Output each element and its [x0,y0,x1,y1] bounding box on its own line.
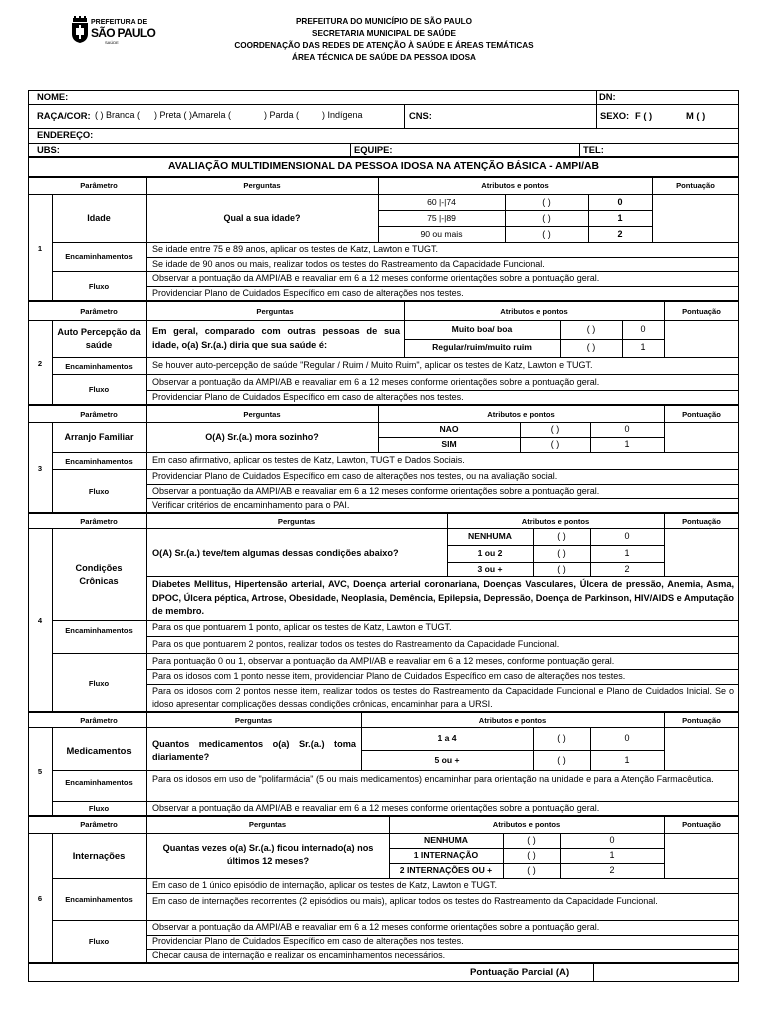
referral-text: Para os que pontuarem 2 pontos, realizar todos os testes do Rastreamento da Capacidade Funcional. [152,639,560,649]
attribute-label: SIM [441,439,457,449]
race-option-branca[interactable]: ( ) Branca ( [95,110,141,120]
flow-label: Fluxo [88,937,110,946]
score-field[interactable] [665,529,738,575]
attribute-label: 75 |-|89 [427,213,456,223]
flow-label: Fluxo [88,487,110,496]
attribute-points: 0 [624,531,630,541]
flow-text: Verificar critérios de encaminhamento para o PAI. [152,500,350,510]
attribute-checkbox[interactable]: ( ) [527,850,536,860]
flow-text: Observar a pontuação da AMPI/AB e reavaliar em 6 a 12 meses conforme orientações sobre a pontuação geral. [152,922,600,932]
sex-option-m[interactable]: M ( ) [686,110,706,121]
attribute-points: 1 [624,755,630,765]
referrals-label: Encaminhamentos [65,626,133,635]
attribute-label: 90 ou mais [420,229,463,239]
flow-text: Observar a pontuação da AMPI/AB e reavaliar em 6 a 12 meses conforme orientações sobre a pontuação geral. [152,377,600,387]
score-field[interactable] [653,195,738,241]
form-title: AVALIAÇÃO MULTIDIMENSIONAL DA PESSOA IDOSA NA ATENÇÃO BÁSICA - AMPI/AB [167,161,599,172]
attribute-label: NAO [439,424,459,434]
section-number: 1 [37,244,43,253]
attribute-points: 1 [640,342,646,352]
name-field-label: NOME: [37,91,69,102]
attribute-label: 1 a 4 [437,733,457,743]
flow-label: Fluxo [88,385,110,394]
attribute-label: NENHUMA [468,531,512,541]
attribute-points: 1 [624,439,630,449]
header-line-3: COORDENAÇÃO DAS REDES DE ATENÇÃO À SAÚDE E ÁREAS TEMÁTICAS [234,41,534,50]
chronic-conditions-list: Diabetes Mellitus, Hipertensão arterial, AVC, Doença arterial coronariana, Doenças Vasculares, Úlcera de pressão, Anemia, Asma, DPOC, Úlcera péptica, Artrose, Obesidade, Neoplasia, Demência, Epilepsia, Depressão, Doença de Parkinson, HIV/AIDS e Amputação de membro. [152,579,734,616]
parameter-label: Auto Percepção da saúde [57,327,141,350]
attribute-checkbox[interactable]: ( ) [557,531,566,541]
address-field-label: ENDEREÇO: [37,129,94,140]
cns-field[interactable] [438,106,593,126]
col-header-parameter: Parâmetro [80,410,118,419]
col-header-questions: Perguntas [248,820,287,829]
referral-text: Para os idosos em uso de "polifarmácia" (5 ou mais medicamentos) encaminhar para orientação na unidade e para a Atenção Farmacêutica. [152,774,714,784]
address-field[interactable] [96,129,736,142]
referrals-label: Encaminhamentos [65,457,133,466]
referrals-label: Encaminhamentos [65,895,133,904]
partial-score-field[interactable] [594,964,738,981]
attribute-points: 2 [624,564,630,574]
score-field[interactable] [665,728,738,769]
col-header-attributes: Atributos e pontos [481,181,549,190]
col-header-score: Pontuação [682,517,721,526]
referral-text: Em caso afirmativo, aplicar os testes de Katz, Lawton, TUGT e Dados Sociais. [152,455,465,465]
attribute-checkbox[interactable]: ( ) [550,439,560,449]
col-header-questions: Perguntas [243,410,281,419]
col-header-attributes: Atributos e pontos [492,820,561,829]
attribute-checkbox[interactable]: ( ) [527,835,536,845]
col-header-score: Pontuação [682,716,721,725]
referral-text: Para os que pontuarem 1 ponto, aplicar os testes de Katz, Lawton e TUGT. [152,622,452,632]
attribute-checkbox[interactable]: ( ) [542,213,551,223]
flow-label: Fluxo [88,804,110,813]
attribute-label: 1 INTERNAÇÃO [413,850,479,860]
section-number: 6 [37,894,43,903]
parameter-label: Idade [87,213,111,223]
partial-score-label: Pontuação Parcial (A) [470,967,570,978]
logo-line-1: PREFEITURA DE [91,19,148,26]
col-header-score: Pontuação [676,181,715,190]
flow-text: Providenciar Plano de Cuidados Específico em caso de alterações nos testes, ou na avaliação social. [152,471,558,481]
col-header-parameter: Parâmetro [80,820,118,829]
phone-field[interactable] [605,144,737,157]
attribute-points: 0 [609,835,615,845]
referrals-label: Encaminhamentos [65,778,133,787]
ubs-field[interactable] [62,144,347,157]
attribute-label: Regular/ruim/muito ruim [432,342,532,352]
attribute-points: 2 [609,865,615,875]
attribute-label: Muito boa/ boa [451,324,513,334]
col-header-attributes: Atributos e pontos [478,716,547,725]
logo-line-2: SÃO PAULO [91,26,156,40]
dob-field[interactable] [624,91,736,104]
ubs-field-label: UBS: [37,144,60,155]
attribute-points: 2 [617,229,623,239]
attribute-points: 0 [624,424,630,434]
attribute-label: 5 ou + [434,755,460,765]
document-header [0,0,768,88]
attribute-points: 1 [609,850,615,860]
attribute-checkbox[interactable]: ( ) [586,324,596,334]
col-header-questions: Perguntas [256,307,294,316]
attribute-points: 0 [617,197,623,207]
question-text: Quantos medicamentos o(a) Sr.(a.) toma diariamente? [152,739,356,762]
referral-text: Se houver auto-percepção de saúde "Regular / Ruim / Muito Ruim", aplicar os testes de Katz, Lawton e TUGT. [152,360,593,370]
flow-label: Fluxo [88,679,110,688]
section-number: 3 [37,464,43,473]
attribute-checkbox[interactable]: ( ) [550,424,560,434]
flow-text: Observar a pontuação da AMPI/AB e reavaliar em 6 a 12 meses conforme orientações sobre a pontuação geral. [152,803,600,813]
attribute-checkbox[interactable]: ( ) [542,197,551,207]
question-text: Em geral, comparado com outras pessoas de sua idade, o(a) Sr.(a.) diria que sua saúde é: [152,326,400,350]
header-line-1: PREFEITURA DO MUNICÍPIO DE SÃO PAULO [295,17,473,26]
flow-text: Observar a pontuação da AMPI/AB e reavaliar em 6 a 12 meses conforme orientações sobre a pontuação geral. [152,486,600,496]
question-text: O(A) Sr.(a.) mora sozinho? [205,432,319,442]
team-field[interactable] [400,144,576,157]
attribute-checkbox[interactable]: ( ) [586,342,596,352]
race-option-parda[interactable]: ) Parda ( [264,110,300,120]
col-header-score: Pontuação [682,410,721,419]
attribute-label: 60 |-|74 [427,197,456,207]
col-header-questions: Perguntas [277,517,316,526]
flow-text: Providenciar Plano de Cuidados Específico em caso de alterações nos testes. [152,288,464,298]
attribute-checkbox[interactable]: ( ) [557,733,566,743]
attribute-checkbox[interactable]: ( ) [557,564,566,574]
attribute-points: 1 [617,213,623,223]
col-header-score: Pontuação [682,820,721,829]
flow-text: Para os idosos com 2 pontos nesse item, realizar todos os testes do Rastreamento da Capacidade Funcional e Plano de Cuidados Inicial. Se o idoso apresentar complicações dessas condições crônicas, encaminhar para a URSI. [152,686,734,709]
attribute-points: 1 [624,548,630,558]
score-field[interactable] [665,834,738,877]
col-header-questions: Perguntas [234,716,273,725]
attribute-points: 0 [624,733,630,743]
score-field[interactable] [665,423,738,451]
col-header-score: Pontuação [682,307,721,316]
referral-text: Se idade entre 75 e 89 anos, aplicar os testes de Katz, Lawton e TUGT. [152,244,439,254]
col-header-parameter: Parâmetro [80,181,118,190]
flow-label: Fluxo [88,282,110,291]
referrals-label: Encaminhamentos [65,362,133,371]
attribute-label: 3 ou + [477,564,503,574]
attribute-checkbox[interactable]: ( ) [542,229,551,239]
referral-text: Se idade de 90 anos ou mais, realizar todos os testes do Rastreamento da Capacidade Funcional. [152,259,545,269]
col-header-questions: Perguntas [243,181,281,190]
flow-text: Observar a pontuação da AMPI/AB e reavaliar em 6 a 12 meses conforme orientações sobre a pontuação geral. [152,273,600,283]
attribute-checkbox[interactable]: ( ) [557,548,566,558]
phone-field-label: TEL: [583,144,604,155]
header-line-2: SECRETARIA MUNICIPAL DE SAÚDE [312,29,456,38]
attribute-label: 2 INTERNAÇÕES OU + [399,865,493,875]
question-text: O(A) Sr.(a.) teve/tem algumas dessas condições abaixo? [152,548,399,558]
question-text: Qual a sua idade? [223,213,301,223]
race-label: RAÇA/COR: [37,110,91,121]
referral-text: Em caso de internações recorrentes (2 episódios ou mais), aplicar todos os testes do Rastreamento da Capacidade Funcional. [152,896,658,906]
flow-text: Providenciar Plano de Cuidados Específico em caso de alterações nos testes. [152,392,464,402]
header-line-4: ÁREA TÉCNICA DE SAÚDE DA PESSOA IDOSA [292,53,476,62]
section-number: 2 [37,359,43,368]
sex-label: SEXO: [600,110,630,121]
name-field[interactable] [110,91,590,104]
parameter-label: Condições Crônicas [75,563,123,586]
parameter-label: Internações [72,850,126,861]
col-header-parameter: Parâmetro [80,517,118,526]
attribute-points: 0 [640,324,646,334]
score-field[interactable] [665,321,738,356]
attribute-checkbox[interactable]: ( ) [527,865,536,875]
flow-text: Para pontuação 0 ou 1, observar a pontuação da AMPI/AB e reavaliar em 6 a 12 meses, conforme pontuação geral. [152,656,615,666]
dob-field-label: DN: [599,91,616,102]
cns-field-label: CNS: [409,110,432,121]
col-header-attributes: Atributos e pontos [500,307,568,316]
attribute-label: NENHUMA [424,835,468,845]
referral-text: Em caso de 1 único episódio de internação, aplicar os testes de Katz, Lawton e TUGT. [152,880,498,890]
flow-text: Para os idosos com 1 ponto nesse item, providenciar Plano de Cuidados Específico em caso de alterações nos testes. [152,671,626,681]
col-header-attributes: Atributos e pontos [487,410,555,419]
section-number: 5 [37,767,43,776]
section-number: 4 [37,616,43,625]
logo-line-3: SAÚDE [105,40,119,45]
flow-text: Providenciar Plano de Cuidados Específico em caso de alterações nos testes. [152,936,464,946]
attribute-label: 1 ou 2 [477,548,503,558]
parameter-label: Arranjo Familiar [64,432,134,442]
flow-text: Checar causa de internação e realizar os encaminhamentos necessários. [152,950,446,960]
race-option-preta-amarela[interactable]: ) Preta ( )Amarela ( [154,110,232,120]
col-header-parameter: Parâmetro [80,716,118,725]
col-header-attributes: Atributos e pontos [521,517,590,526]
team-field-label: EQUIPE: [354,144,393,155]
referrals-label: Encaminhamentos [65,252,133,261]
attribute-checkbox[interactable]: ( ) [557,755,566,765]
parameter-label: Medicamentos [66,745,132,756]
sex-option-f[interactable]: F ( ) [635,110,653,121]
question-text: Quantas vezes o(a) Sr.(a.) ficou internado(a) nos últimos 12 meses? [162,843,374,866]
race-option-indigena[interactable]: ) Indígena [322,110,363,120]
col-header-parameter: Parâmetro [80,307,118,316]
